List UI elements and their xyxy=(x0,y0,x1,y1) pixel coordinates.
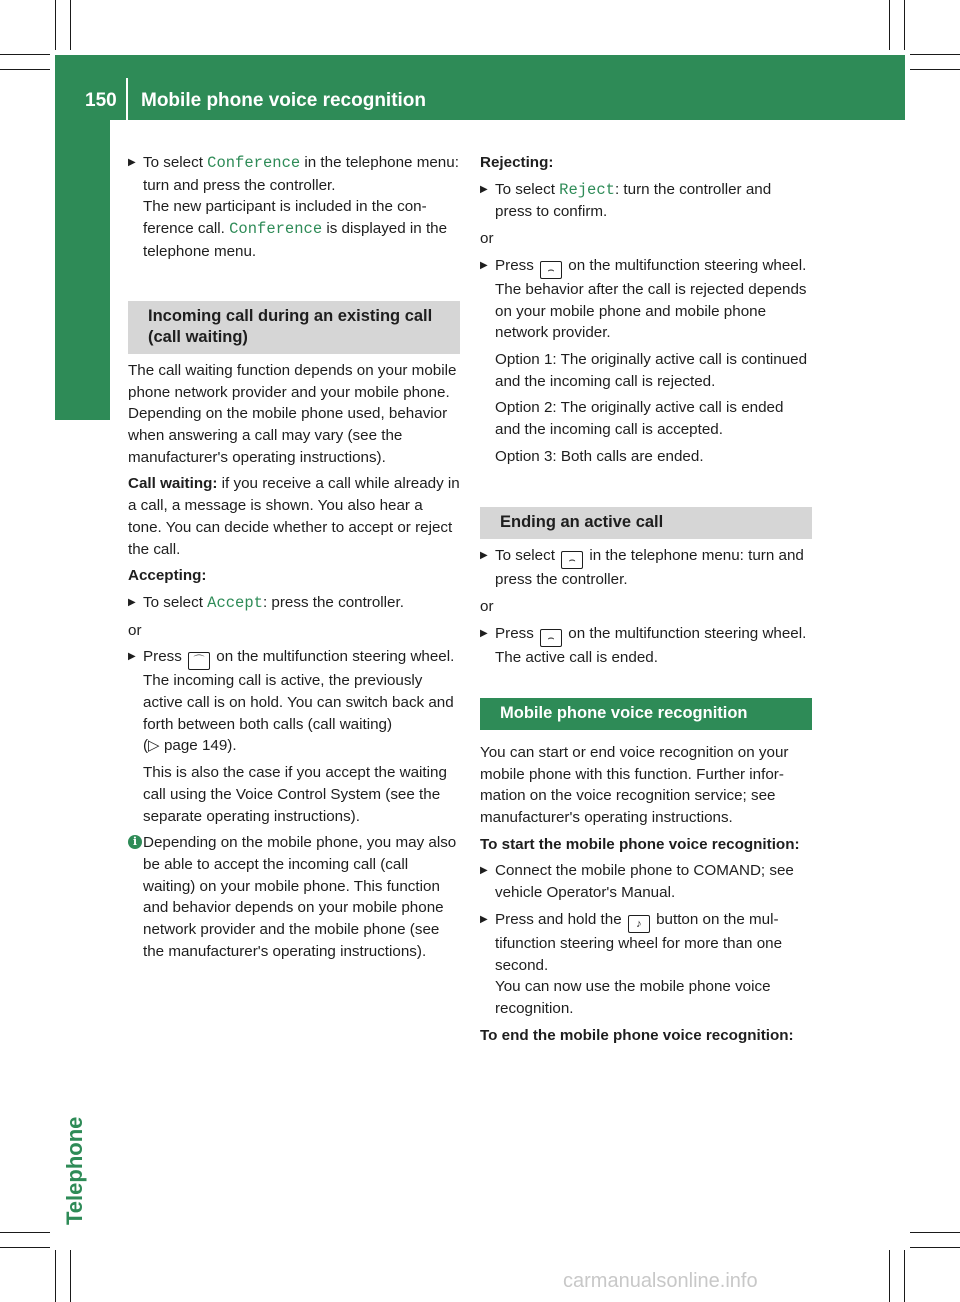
crop-mark xyxy=(910,54,960,55)
crop-mark xyxy=(70,1250,71,1302)
page-reference[interactable]: (▷ page 149). xyxy=(143,737,237,755)
menu-item-accept: Accept xyxy=(207,593,263,612)
crop-mark xyxy=(0,1247,50,1248)
header-divider xyxy=(126,78,128,120)
page-number: 150 xyxy=(85,90,117,111)
bullet-press-accept: ▶ Press ⌒ on the multifunction steering wheel. The incoming call is active, the previously active call is on hold. You can switch back and forth between both calls (call waiting) (▷ page 149). This is also the case if you accept the waiting call using the Voice Control System (see the separate operating instructions). xyxy=(128,646,460,827)
or-separator: or xyxy=(128,621,142,639)
paragraph: You can start or end voice recognition on your mobile phone with this function. Further information on the voice recognition service; see manufacturer's operating instructions. xyxy=(480,743,789,827)
paragraph: The call waiting function depends on your mobile phone network provider and your mobile phone. Depending on the mobile phone used, behavior when answering a call may vary (see the manufacturer's operating instructions). xyxy=(128,361,457,466)
menu-item-reject: Reject xyxy=(559,180,615,199)
crop-mark xyxy=(904,1250,905,1302)
bullet-press-hangup: ▶ Press ⌢ on the multifunction steering wheel. The behavior after the call is rejected depends on your mobile phone and mobile phone network provider. Option 1: The originally active call is continued and the incoming call is rejected. Option 2: The originally active call is ended and the incoming call is accepted. Option 3: Both calls are ended. xyxy=(480,255,812,468)
crop-mark xyxy=(904,0,905,50)
crop-mark xyxy=(55,0,56,50)
phone-accept-icon: ⌒ xyxy=(188,652,210,670)
bullet-press-hold: ▶ Press and hold the ♪ button on the multifunction steering wheel for more than one second. You can now use the mobile phone voice recognition. xyxy=(480,909,812,1020)
bullet-select-conference: ▶ To select Conference in the telephone menu: turn and press the controller. The new participant is included in the conference call. Conference is displayed in the telephone menu. xyxy=(128,152,460,263)
bullet-press-hangup: ▶ Press ⌢ on the multifunction steering wheel. The active call is ended. xyxy=(480,623,812,669)
or-separator: or xyxy=(480,597,494,615)
crop-mark xyxy=(0,54,50,55)
crop-mark xyxy=(910,1232,960,1233)
left-column xyxy=(128,152,460,968)
section-heading-ending-call: Ending an active call xyxy=(480,507,812,539)
bullet-connect: ▶ Connect the mobile phone to COMAND; see vehicle Operator's Manual. xyxy=(480,860,812,903)
info-note: i Depending on the mobile phone, you may also be able to accept the incoming call (call waiting) on your mobile phone. This function and behavior depends on your mobile phone network provider and the mobile phone (see the manufacturer's operating instructions). xyxy=(128,832,460,962)
crop-mark xyxy=(910,1247,960,1248)
phone-hangup-icon: ⌢ xyxy=(540,629,562,647)
crop-mark xyxy=(910,69,960,70)
section-heading-incoming-call: Incoming call during an existing call (call waiting) xyxy=(128,301,460,354)
bullet-select-end: ▶ To select ⌢ in the telephone menu: turn and press the controller. xyxy=(480,545,812,591)
voice-recognition-icon: ♪ xyxy=(628,915,650,933)
phone-hangup-icon: ⌢ xyxy=(540,261,562,279)
crop-mark xyxy=(0,1232,50,1233)
menu-item-conference: Conference xyxy=(207,154,301,172)
sidebar-label: Telephone xyxy=(62,1116,87,1225)
bullet-select-reject: ▶ To select Reject: turn the controller and press to confirm. xyxy=(480,179,812,223)
crop-mark xyxy=(889,1250,890,1302)
page-title: Mobile phone voice recognition xyxy=(141,90,427,111)
section-heading-voice-recognition: Mobile phone voice recognition xyxy=(480,698,812,730)
crop-mark xyxy=(889,0,890,50)
info-icon: i xyxy=(128,835,142,849)
paragraph: Call waiting: if you receive a call while already in a call, a message is shown. You also hear a tone. You can decide whether to accept or reject the call. xyxy=(128,475,460,558)
subheading-rejecting: Rejecting: xyxy=(480,154,554,171)
watermark: carmanualsonline.info xyxy=(563,1270,758,1292)
subheading-start: To start the mobile phone voice recognition: xyxy=(480,835,800,853)
phone-endcall-icon: ⌢ xyxy=(561,551,583,569)
right-column xyxy=(480,152,812,1051)
crop-mark xyxy=(70,0,71,50)
crop-mark xyxy=(55,1250,56,1302)
crop-mark xyxy=(0,69,50,70)
subheading-accepting: Accepting: xyxy=(128,567,207,585)
bullet-select-accept: ▶ To select Accept: press the controller. xyxy=(128,592,460,615)
subheading-end: To end the mobile phone voice recognition: xyxy=(480,1026,794,1044)
menu-item-conference: Conference xyxy=(229,220,323,239)
sidebar-tab xyxy=(55,120,110,420)
or-separator: or xyxy=(480,230,494,248)
